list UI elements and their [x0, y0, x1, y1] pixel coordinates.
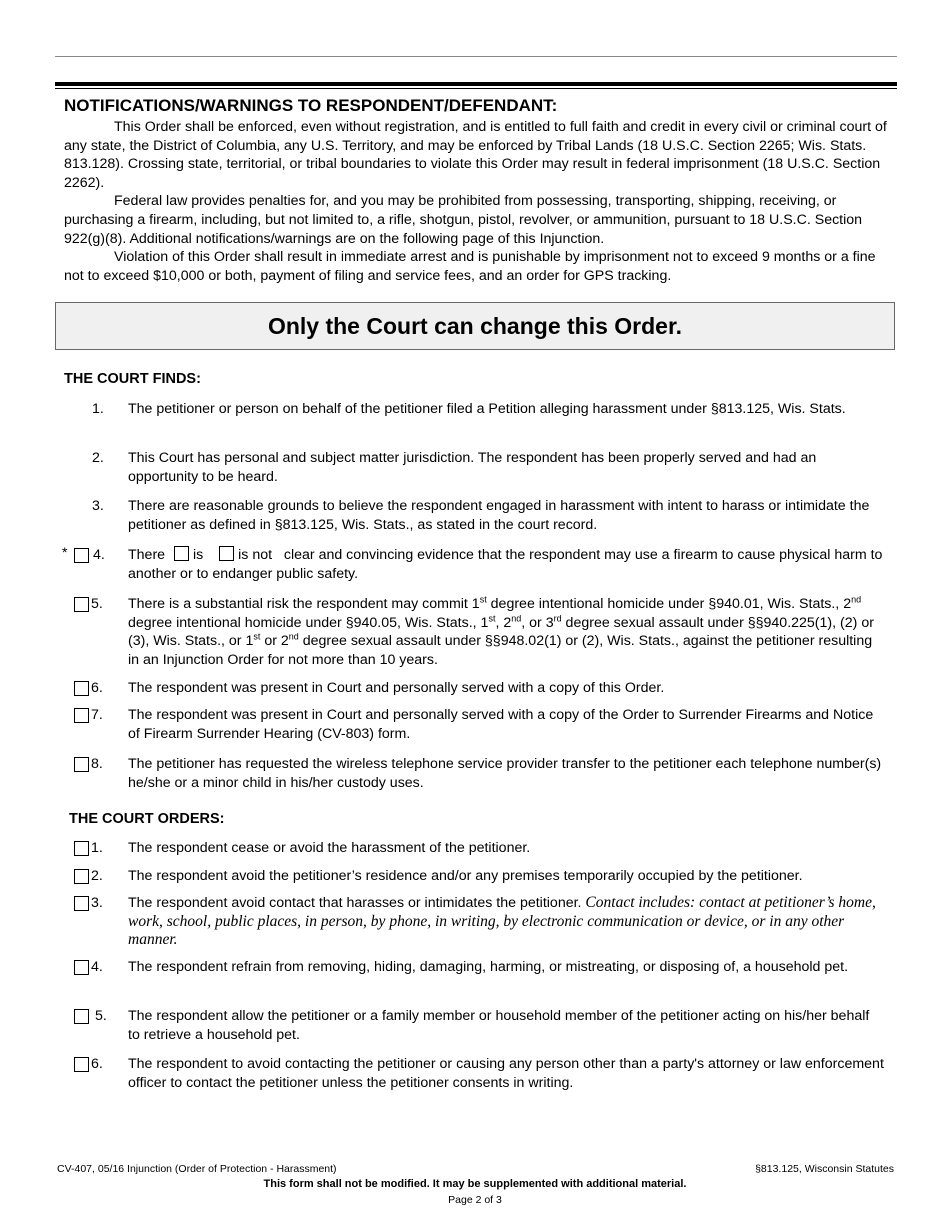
order-2: 2. The respondent avoid the petitioner’s residence and/or any premises temporarily occupied by the petitioner. — [64, 867, 884, 886]
order-2-checkbox[interactable] — [74, 869, 89, 884]
header-rule-thin — [55, 88, 897, 89]
finding-5: 5. There is a substantial risk the respondent may commit 1st degree intentional homicide under §940.01, Wis. Stats., 2nd degree intentional homicide under §940.05, Wis. Stats., 1st, 2nd, or 3rd degree sexual assault under §§940.225(1), (2) or (3), Wis. Stats., or 1st or 2nd degree sexual assault under §§948.02(1) or (2), Wis. Stats., against the petitioner resulting in an Injunction Order for not more than 10 years. — [64, 595, 884, 669]
finding-6-checkbox[interactable] — [74, 681, 89, 696]
finding-5-checkbox[interactable] — [74, 597, 89, 612]
finding-6: 6. The respondent was present in Court and personally served with a copy of this Order. — [64, 679, 884, 698]
page-number: Page 2 of 3 — [448, 1194, 502, 1206]
finding-3: 3. There are reasonable grounds to believe the respondent engaged in harassment with intent to harass or intimidate the petitioner as defined in §813.125, Wis. Stats., as stated in the court record. — [92, 498, 870, 533]
firearm-is-not-checkbox[interactable] — [219, 546, 234, 561]
order-5-checkbox[interactable] — [74, 1009, 89, 1024]
finding-8-checkbox[interactable] — [74, 757, 89, 772]
finding-4: * 4. There is is not clear and convincing evidence that the respondent may use a firearm to cause physical harm to another or to endanger public safety. — [62, 544, 883, 582]
order-3-checkbox[interactable] — [74, 896, 89, 911]
statute-ref: §813.125, Wisconsin Statutes — [755, 1163, 894, 1175]
notification-paragraph: Federal law provides penalties for, and you may be prohibited from possessing, transporting, shipping, receiving, or purchasing a firearm, including, but not limited to, a rifle, shotgun, pistol, revolver, or ammunition, pursuant to 18 U.S.C. Section 922(g)(8). Additional notifications/warnings are on the following page of this Injunction. — [64, 193, 863, 247]
header-rule-thick — [55, 82, 897, 86]
form-id: CV-407, 05/16 Injunction (Order of Protection - Harassment) — [57, 1163, 337, 1175]
modification-notice: This form shall not be modified. It may be supplemented with additional material. — [263, 1178, 687, 1190]
finding-1: 1. The petitioner or person on behalf of the petitioner filed a Petition alleging harassment under §813.125, Wis. Stats. — [92, 401, 846, 417]
finding-4-checkbox[interactable] — [74, 548, 89, 563]
notifications-heading: NOTIFICATIONS/WARNINGS TO RESPONDENT/DEFENDANT: — [64, 96, 558, 115]
order-4-checkbox[interactable] — [74, 960, 89, 975]
notification-paragraph: Violation of this Order shall result in immediate arrest and is punishable by imprisonment not to exceed 9 months or a fine not to exceed $10,000 or both, payment of filing and service fees, and an order for GPS tracking. — [64, 249, 876, 284]
court-finds-heading: THE COURT FINDS: — [64, 371, 201, 387]
court-orders-heading: THE COURT ORDERS: — [69, 811, 225, 827]
finding-2: 2. This Court has personal and subject matter jurisdiction. The respondent has been properly served and had an opportunity to be heard. — [92, 450, 817, 485]
notification-paragraph: This Order shall be enforced, even without registration, and is entitled to full faith and credit in every civil or criminal court of any state, the District of Columbia, any U.S. Territory, and may be enforced by Tribal Lands (18 U.S.C. Section 2265; Wis. Stats. 813.128). Crossing state, territorial, or tribal boundaries to violate this Order may result in federal imprisonment (18 U.S.C. Section 2262). — [64, 119, 887, 191]
order-1-checkbox[interactable] — [74, 841, 89, 856]
order-3: 3. The respondent avoid contact that harasses or intimidates the petitioner. Contact includes: contact at petitioner’s home, work, school, public places, in person, by phone, in writing, by electronic communication or device, or in any other manner. — [64, 894, 884, 950]
court-change-notice: Only the Court can change this Order. — [55, 302, 895, 350]
finding-7: 7. The respondent was present in Court and personally served with a copy of the Order to Surrender Firearms and Notice of Firearm Surrender Hearing (CV-803) form. — [64, 706, 884, 743]
order-1: 1. The respondent cease or avoid the harassment of the petitioner. — [64, 839, 884, 858]
finding-7-checkbox[interactable] — [74, 708, 89, 723]
top-rule — [55, 56, 897, 57]
order-6-checkbox[interactable] — [74, 1057, 89, 1072]
order-4: 4. The respondent refrain from removing, hiding, damaging, harming, or mistreating, or disposing of, a household pet. — [64, 958, 884, 977]
order-5: 5. The respondent allow the petitioner or a family member or household member of the petitioner acting on his/her behalf to retrieve a household pet. — [64, 1007, 884, 1044]
order-6: 6. The respondent to avoid contacting the petitioner or causing any person other than a party's attorney or law enforcement officer to contact the petitioner unless the petitioner consents in writing. — [64, 1055, 884, 1092]
finding-8: 8. The petitioner has requested the wireless telephone service provider transfer to the petitioner each telephone number(s) he/she or a minor child in his/her custody uses. — [64, 755, 884, 792]
firearm-is-checkbox[interactable] — [174, 546, 189, 561]
notifications-body — [64, 118, 896, 285]
